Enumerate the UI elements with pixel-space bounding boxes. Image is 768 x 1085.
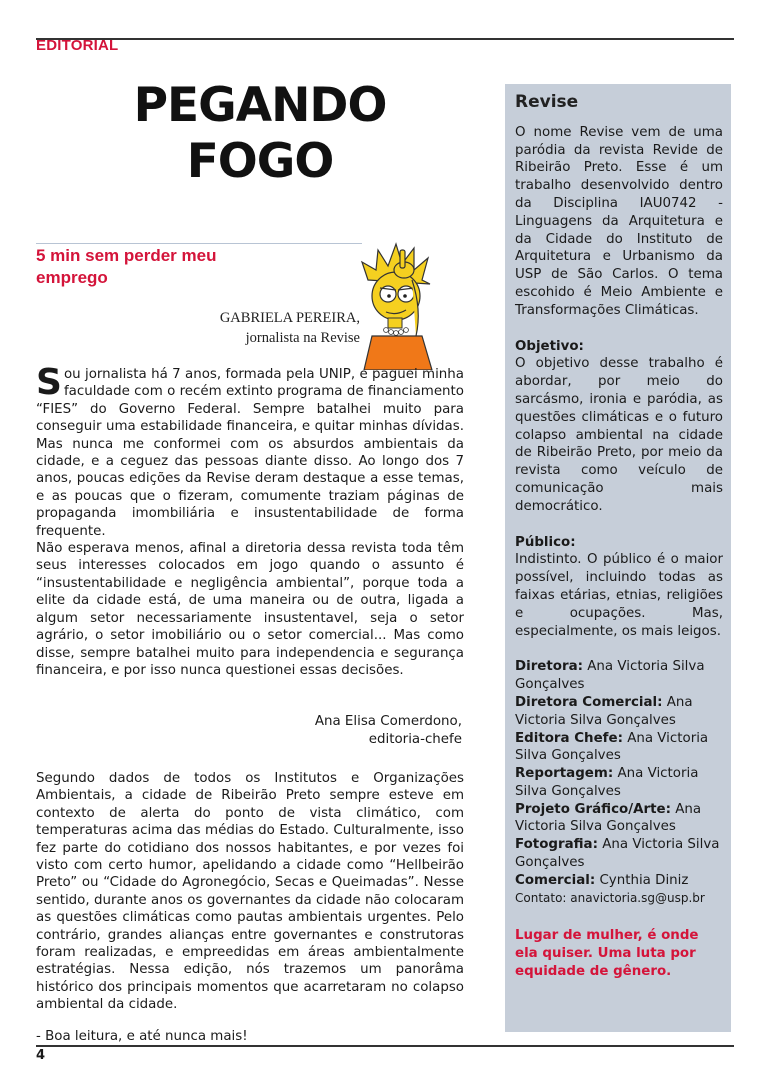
sidebar-intro: O nome Revise vem de uma paródia da revista Revide de Ribeirão Preto. Esse é um trabalho desenvolvido dentro da Disciplina IAU0742 - Linguagens da Arquitetura e da Cidade do Instituto de Arquitetura e Urbanismo da USP de São Carlos. O tema escohido é Meio Ambiente e Transformações Climáticas.	[515, 124, 723, 318]
credit-item: Reportagem: Ana Victoria Silva Gonçalves	[515, 766, 699, 799]
signature-role: editoria-chefe	[368, 732, 462, 747]
objetivo-text: O objetivo desse trabalho é abordar, por meio do sarcásmo, ironia e paródia, as questões climáticas e o futuro colapso ambiental na cidade de Ribeirão Preto, por meio da revista como veículo de comunicação mais democrático.	[515, 356, 723, 514]
headline	[60, 78, 460, 190]
sidebar-box	[505, 84, 731, 1032]
author-name: GABRIELA PEREIRA,	[219, 310, 360, 326]
signature-name: Ana Elisa Comerdono,	[314, 714, 462, 729]
credits-list	[515, 658, 723, 907]
objetivo-label: Objetivo:	[515, 338, 584, 354]
signature	[200, 713, 462, 749]
paragraph-3: Segundo dados de todos os Institutos e Organizações Ambientais, a cidade de Ribeirão Preto sempre esteve em contexto de alerta do ponto de vista climático, com temperaturas acima das médias do Estado. Culturalmente, isso fez parte do cotidiano dos nossos habitantes, e por vezes foi visto com certo humor, apelidando a cidade como “Hellbeirão Preto” ou “Cidade do Agronegócio, Secas e Queimadas”. Nesse sentido, durante anos os governantes da cidade não colocaram as questões climáticas como pautas ambientais urgentes. Pelo contrário, grandes alianças entre governantes e construtoras foram realizadas, e empreedidas em áreas ambientalmente estratégias. Nessa edição, nós trazemos um panorâma histórico dos principais momentos que acarretaram no colapso ambiental da cidade.	[36, 771, 464, 1013]
subhead: 5 min sem perder meu emprego	[36, 246, 217, 287]
paragraph-2: Não esperava menos, afinal a diretoria dessa revista toda têm seus interesses colocados em jogo quando o assunto é “insustentabilidade e negligência ambiental”, porque toda a elite da cidade está, de uma maneira ou de outra, ligada a algum setor necessariamente insustentavel, seja o setor agrário, o setor imobiliário ou o setor comercial... Mas como disse, sempre batalhei muito para independencia e segurança financeira, e por isso nunca questionei essas decisões.	[36, 541, 464, 678]
drop-cap: S	[36, 362, 62, 403]
headline-line-2: FOGO	[186, 134, 334, 189]
author-role: jornalista na Revise	[245, 330, 360, 346]
lisa-simpson-illustration	[360, 240, 438, 370]
closing-line: - Boa leitura, e até nunca mais!	[36, 1029, 248, 1044]
credit-item: Comercial: Cynthia Diniz	[515, 872, 689, 888]
article-body	[36, 770, 464, 1014]
top-rule	[36, 38, 734, 40]
headline-line-1: PEGANDO	[133, 78, 387, 133]
article-intro	[36, 362, 464, 679]
credit-item: Diretora: Ana Victoria Silva Gonçalves	[515, 659, 705, 693]
credit-item: Diretora Comercial: Ana Victoria Silva Gonçalves	[515, 694, 693, 728]
credit-item: Fotografia: Ana Victoria Silva Gonçalves	[515, 837, 720, 871]
motto: Lugar de mulher, é onde ela quiser. Uma luta por equidade de gênero.	[515, 928, 699, 980]
paragraph-1-text: ou jornalista há 7 anos, formada pela UNIP, e paguei minha faculdade com o recém extinto programa de financiamento “FIES” do Governo Federal. Sempre batalhei muito para conseguir uma estabilidade financeira, e quitar minhas dívidas. Mas nunca me conformei com os absurdos ambientais da cidade, e a ceguez das pessoas diante disso. Ao longo dos 7 anos, poucas edições da Revise deram destaque a esse temas, e as poucas que o fizeram, comumente traziam páginas de propaganda imombiliária e insustentabilidade de forma frequente.	[36, 367, 464, 539]
author-byline	[200, 308, 360, 348]
credit-item: Editora Chefe: Ana Victoria Silva Gonçalves	[515, 730, 709, 764]
sidebar-title: Revise	[515, 92, 579, 112]
page-number: 4	[36, 1048, 46, 1063]
publico-text: Indistinto. O público é o maior possível, incluindo todas as faixas etárias, etnias, religiões e ocupações. Mas, especialmente, os mais leigos.	[515, 552, 723, 639]
paragraph-1	[36, 362, 464, 540]
subhead-rule	[36, 243, 362, 244]
contact-email[interactable]: Contato: anavictoria.sg@usp.br	[515, 890, 705, 905]
publico-label: Público:	[515, 534, 576, 550]
credit-item: Projeto Gráfico/Arte: Ana Victoria Silva Gonçalves	[515, 801, 702, 835]
bottom-rule	[36, 1045, 734, 1047]
section-label: EDITORIAL	[36, 37, 119, 54]
